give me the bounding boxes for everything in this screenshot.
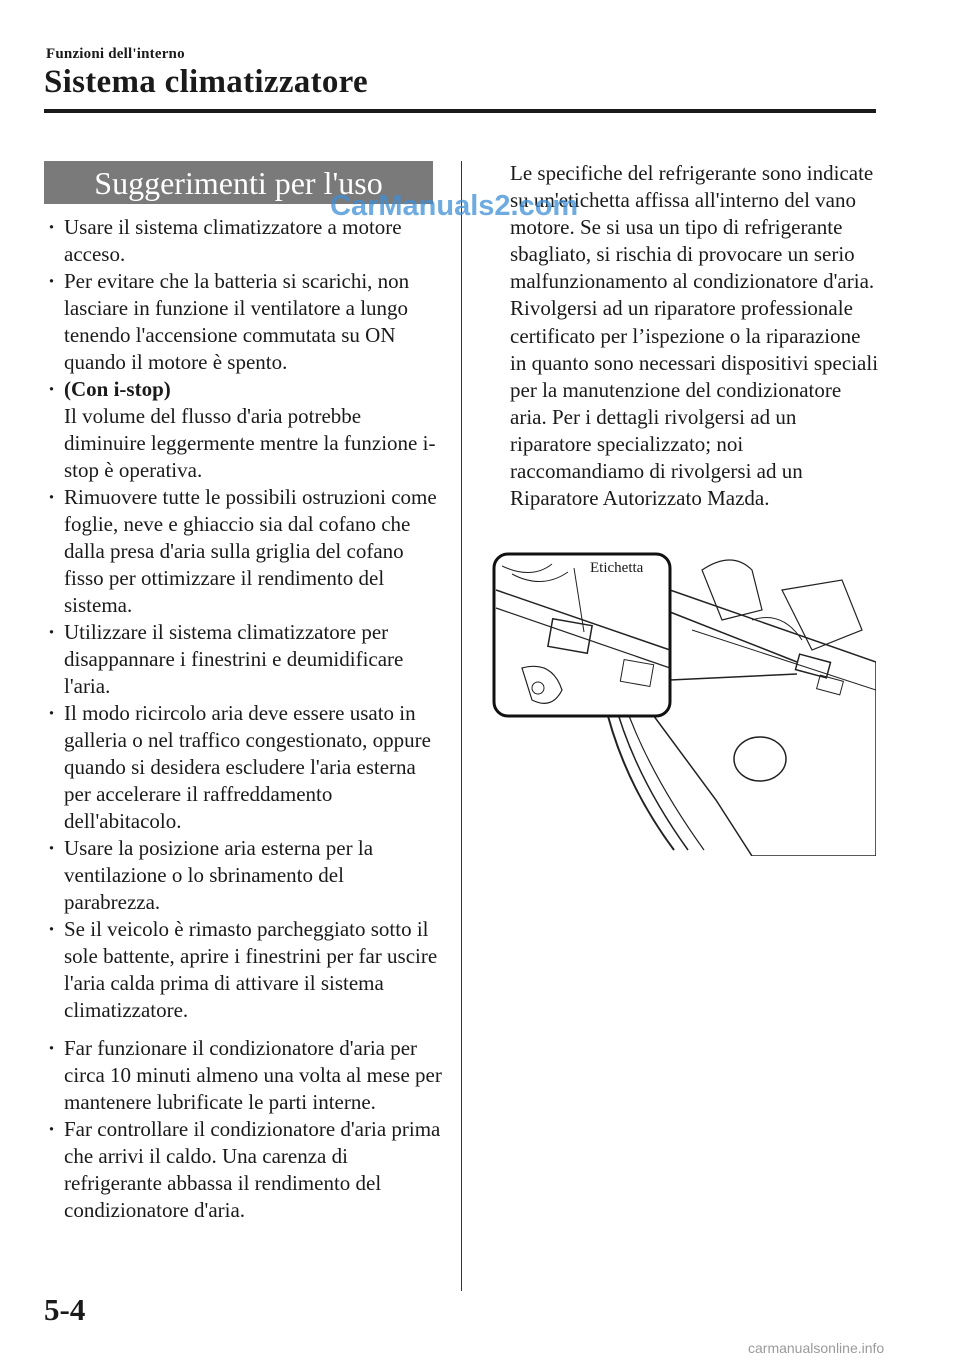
list-item — [44, 376, 444, 484]
bullet-marker: · — [48, 1117, 56, 1141]
column-divider — [461, 161, 462, 1291]
list-item-text: Utilizzare il sistema climatizzatore per disappannare i finestrini e deumidificare l'aria. — [64, 620, 404, 698]
page-title: Sistema climatizzatore — [44, 64, 368, 100]
grille-edge-line-3 — [624, 702, 704, 850]
label-location-marker — [795, 654, 830, 678]
refrigerant-paragraph: Le specifiche del refrigerante sono indicate su un'etichetta affissa all'interno del vano motore. Se si usa un tipo di refrigerante sbagliato, si rischia di provocare un serio malfunzionamento al condizionatore d'aria. Rivolgersi ad un riparatore professionale certificato per l’ispezione o la riparazione in quanto sono necessari dispositivi speciali per la manutenzione del condizionatore aria. Per i dettagli rivolgersi ad un riparatore specializzato; noi raccomandiamo di rivolgersi ad un Riparatore Autorizzato Mazda. — [510, 161, 879, 511]
engine-bay-illustration — [492, 550, 876, 856]
chapter-label: Funzioni dell'interno — [46, 46, 185, 62]
list-item-text: Far funzionare il condizionatore d'aria per circa 10 minuti almeno una volta al mese per mantenere lubrificate le parti interne. — [64, 1036, 442, 1114]
engine-part — [782, 580, 862, 650]
tips-list — [44, 214, 444, 1024]
list-item — [44, 268, 444, 376]
list-item-text: Usare il sistema climatizzatore a motore acceso. — [64, 215, 402, 266]
grille-edge-line-2 — [614, 700, 688, 850]
engine-part — [692, 630, 876, 690]
list-item-text: Se il veicolo è rimasto parcheggiato sotto il sole battente, aprire i finestrini per far uscire l'aria calda prima di attivare il sistema climatizzatore. — [64, 917, 438, 1022]
maintenance-list — [44, 1035, 444, 1224]
list-item-text: Il modo ricircolo aria deve essere usato in galleria o nel traffico congestionato, oppure quando si desidera escludere l'aria esterna per accelerare il raffreddamento dell'abitacolo. — [64, 701, 431, 833]
list-item — [44, 1035, 444, 1116]
section-heading: Suggerimenti per l'uso — [44, 161, 433, 204]
list-item — [44, 619, 444, 700]
bullet-marker: · — [48, 215, 56, 239]
bullet-marker: · — [48, 917, 56, 941]
emblem-outline — [734, 737, 786, 781]
callout-label: Etichetta — [590, 560, 644, 576]
list-item — [44, 835, 444, 916]
list-item-text: Far controllare il condizionatore d'aria prima che arrivi il caldo. Una carenza di refrigerante abbassa il rendimento del condizionatore d'aria. — [64, 1117, 441, 1222]
bullet-marker: · — [48, 836, 56, 860]
list-item — [44, 916, 444, 1024]
list-item — [44, 484, 444, 619]
page-number: 5-4 — [44, 1292, 86, 1327]
list-item-condition: (Con i-stop) — [64, 377, 171, 401]
left-column — [44, 214, 444, 1224]
footer-site-mark: carmanualsonline.info — [748, 1340, 885, 1356]
list-item-text: Per evitare che la batteria si scarichi, non lasciare in funzione il ventilatore a lungo tenendo l'accensione commutata su ON quando il motore è spento. — [64, 269, 410, 374]
bullet-marker: · — [48, 377, 56, 401]
bullet-marker: · — [48, 269, 56, 293]
front-panel-outline — [642, 590, 876, 856]
list-item — [44, 700, 444, 835]
bullet-marker: · — [48, 620, 56, 644]
bullet-marker: · — [48, 1036, 56, 1060]
bullet-marker: · — [48, 485, 56, 509]
zoom-line — [670, 674, 797, 680]
list-item-text: Il volume del flusso d'aria potrebbe diminuire leggermente mentre la funzione i-stop è operativa. — [64, 404, 436, 482]
list-item-text: Usare la posizione aria esterna per la ventilazione o lo sbrinamento del parabrezza. — [64, 836, 374, 914]
list-item-text: Rimuovere tutte le possibili ostruzioni come foglie, neve e ghiaccio sia dal cofano che dalla presa d'aria sulla griglia del cofano fisso per ottimizzare il rendimento del sistema. — [64, 485, 437, 617]
title-divider — [44, 109, 876, 113]
watermark: CarManuals2.com — [330, 190, 579, 222]
list-item — [44, 1116, 444, 1224]
grille-edge-line — [604, 700, 674, 850]
bullet-marker: · — [48, 701, 56, 725]
